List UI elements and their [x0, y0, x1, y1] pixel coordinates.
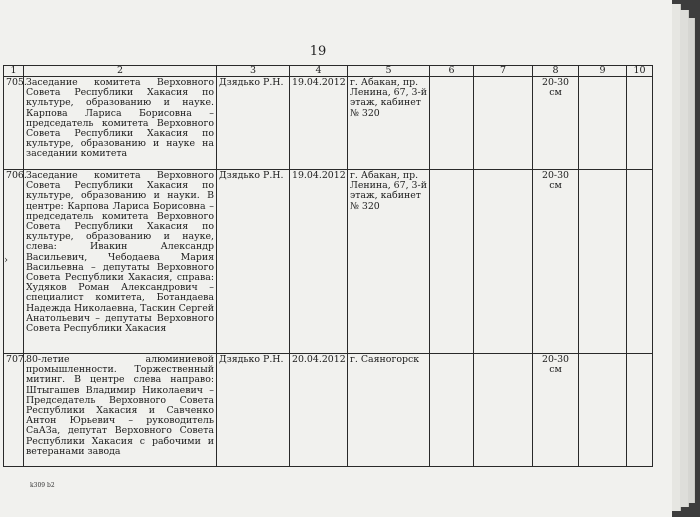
- row-col6: [430, 77, 474, 170]
- column-header: 6: [430, 66, 474, 77]
- row-col6: [430, 170, 474, 354]
- page-stack-edge: [688, 18, 695, 503]
- row-author: Дзядько Р.Н.: [217, 354, 290, 467]
- row-number: 705.: [4, 77, 24, 170]
- footer-code: k309 b2: [30, 482, 55, 489]
- row-col7: [474, 77, 533, 170]
- column-header: 7: [474, 66, 533, 77]
- row-number: 707.: [4, 354, 24, 467]
- row-col7: [474, 170, 533, 354]
- row-place: г. Саяногорск: [348, 354, 430, 467]
- register-table: [3, 65, 653, 467]
- column-header: 3: [217, 66, 290, 77]
- row-size: 20-30 см: [533, 77, 579, 170]
- row-col7: [474, 354, 533, 467]
- row-col9: [579, 170, 627, 354]
- page-number: 19: [309, 44, 327, 59]
- row-date: 20.04.2012: [290, 354, 348, 467]
- row-description: 80-летие алюминиевой промышленности. Торжественный митинг. В центре слева направо: Штыгашев Владимир Николаевич – Председатель Верховного Совета Республики Хакасия и Савченко Антон Юрьевич – руководитель СаАЗа, депутат Верховного Совета Республики Хакасия с рабочими и ветеранами завода: [24, 354, 217, 467]
- row-col9: [579, 77, 627, 170]
- row-description: Заседание комитета Верховного Совета Республики Хакасия по культуре, образованию и науки. В центре: Карпова Лариса Борисовна – председатель комитета Верховного Совета Республики Хакасия по культуре, образованию и науке, слева: Ивакин Александр Васильевич, Чебодаева Мария Васильевна – депутаты Верховного Совета Республики Хакасия, справа: Худяков Роман Александрович – специалист комитета, Ботандаева Надежда Николаевна, Таскин Сергей Анатольевич – депутаты Верховного Совета Республики Хакасия: [24, 170, 217, 354]
- column-header: 2: [24, 66, 217, 77]
- row-size: 20-30 см: [533, 170, 579, 354]
- table-header-row: [4, 66, 653, 77]
- table-row: [4, 354, 653, 467]
- row-author: Дзядько Р.Н.: [217, 170, 290, 354]
- row-author: Дзядько Р.Н.: [217, 77, 290, 170]
- row-col10: [627, 170, 653, 354]
- row-date: 19.04.2012: [290, 170, 348, 354]
- row-place: г. Абакан, пр. Ленина, 67, 3-й этаж, кабинет № 320: [348, 77, 430, 170]
- column-header: 9: [579, 66, 627, 77]
- column-header: 5: [348, 66, 430, 77]
- row-size: 20-30 см: [533, 354, 579, 467]
- row-col9: [579, 354, 627, 467]
- row-description: Заседание комитета Верховного Совета Республики Хакасия по культуре, образованию и науке. Карпова Лариса Борисовна – председатель комитета Верховного Совета Республики Хакасия по культуре, образованию и науке на заседании комитета: [24, 77, 217, 170]
- row-place: г. Абакан, пр. Ленина, 67, 3-й этаж, кабинет № 320: [348, 170, 430, 354]
- column-header: 1: [4, 66, 24, 77]
- row-col6: [430, 354, 474, 467]
- row-date: 19.04.2012: [290, 77, 348, 170]
- table-row: [4, 77, 653, 170]
- row-number: 706.: [4, 170, 24, 354]
- row-col10: [627, 354, 653, 467]
- row-col10: [627, 77, 653, 170]
- column-header: 8: [533, 66, 579, 77]
- table-row: [4, 170, 653, 354]
- margin-mark: ›: [4, 255, 8, 266]
- column-header: 4: [290, 66, 348, 77]
- column-header: 10: [627, 66, 653, 77]
